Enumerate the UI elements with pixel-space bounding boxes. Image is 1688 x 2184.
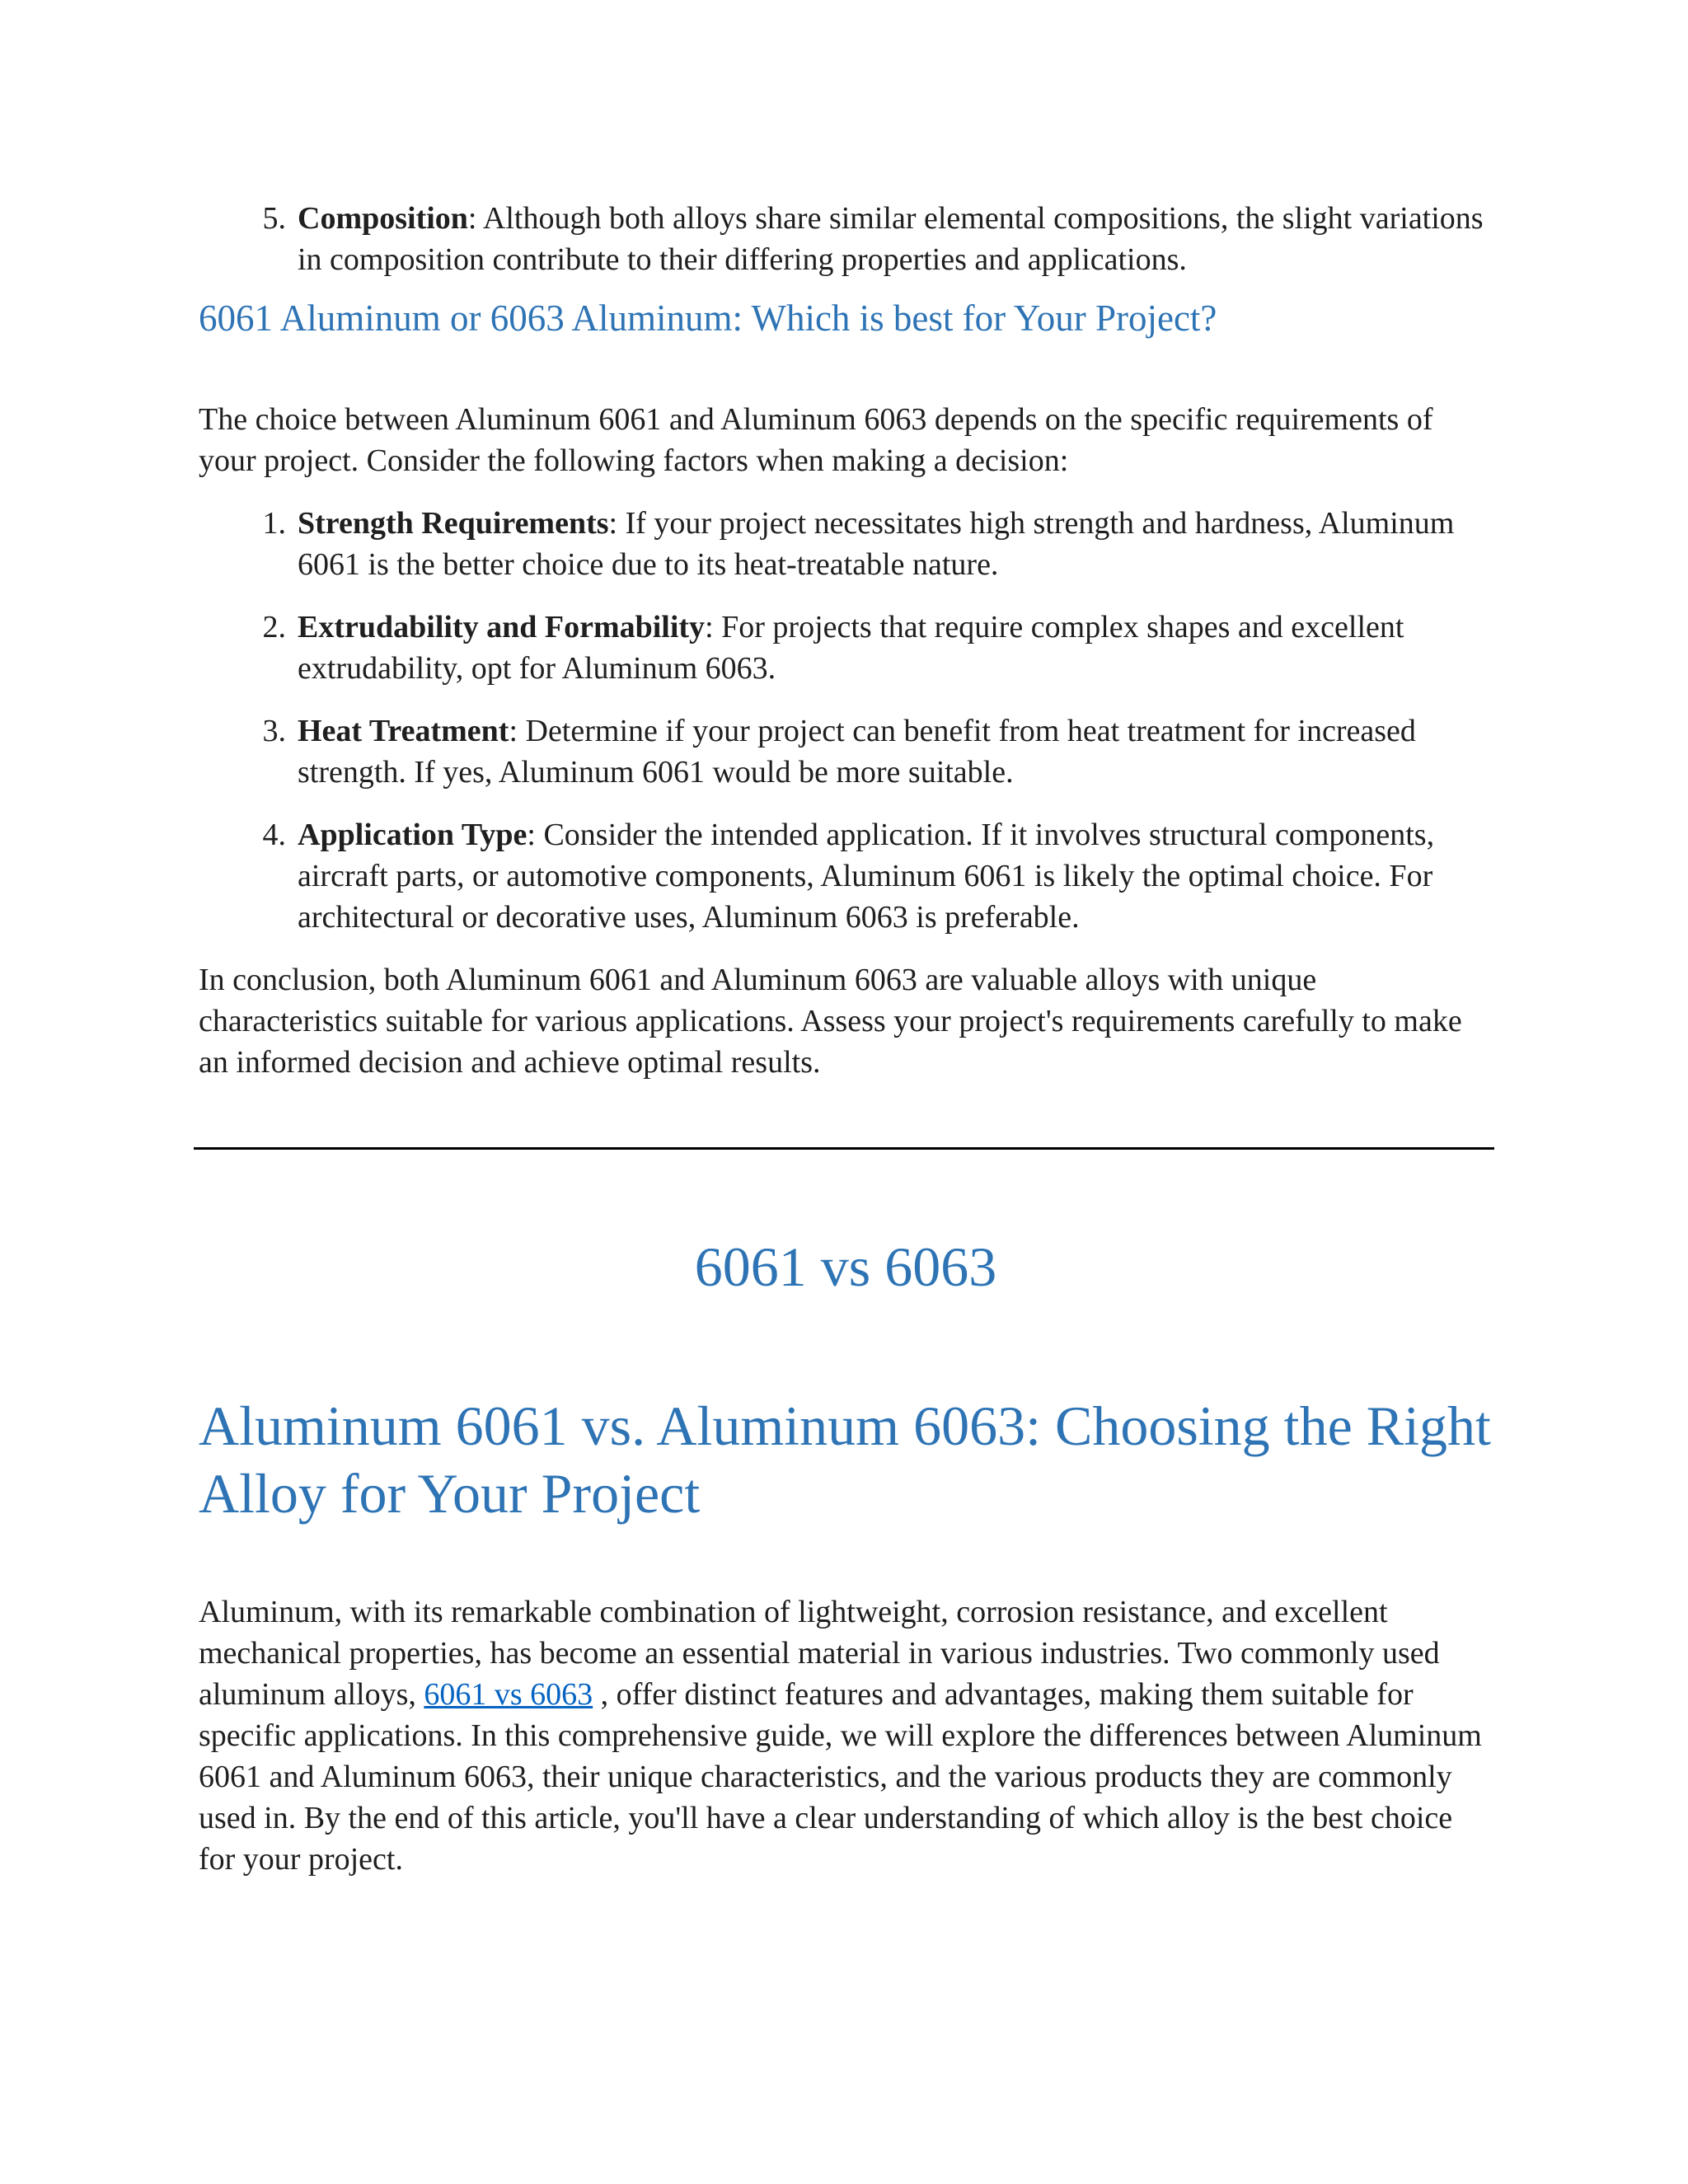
conclusion-paragraph: In conclusion, both Aluminum 6061 and Aluminum 6063 are valuable alloys with unique characteristics suitable for various applications. Assess your project's requirements carefully to make an informed decision and achieve optimal results. [199, 963, 1462, 1080]
article-intro-paragraph [199, 1591, 1493, 1880]
composition-list [199, 198, 1493, 280]
list-item-extrudability [199, 607, 1493, 689]
document-page [199, 190, 1493, 1880]
list-item-heat-treatment [199, 710, 1493, 793]
list-item-strength [199, 503, 1493, 585]
list-text: : Determine if your project can benefit from heat treatment for increased strength. If yes, Aluminum 6061 would be more suitable. [298, 714, 1416, 790]
list-number: 2. [262, 610, 286, 644]
comparison-link[interactable]: 6061 vs 6063 [424, 1677, 593, 1712]
factors-list [199, 503, 1493, 938]
list-text: : For projects that require complex shapes and excellent extrudability, opt for Aluminum 6063. [298, 610, 1404, 686]
list-term: Strength Requirements [298, 506, 609, 541]
page-title: 6061 vs 6063 [694, 1235, 997, 1298]
list-term: Composition [298, 201, 468, 236]
paragraph-text-before-link: Aluminum, with its remarkable combination of lightweight, corrosion resistance, and excellent mechanical properties, has become an essential material in various industries. Two commonly used aluminum alloys, [199, 1595, 1440, 1712]
list-term: Application Type [298, 818, 528, 852]
list-number: 5. [262, 201, 286, 236]
list-number: 3. [262, 714, 286, 748]
list-text: : Consider the intended application. If it involves structural components, aircraft parts, or automotive components, Aluminum 6061 is likely the optimal choice. For architectural or decorative uses, Aluminum 6063 is preferable. [298, 818, 1435, 935]
list-number: 1. [262, 506, 286, 541]
paragraph-text-after-link: , offer distinct features and advantages, making them suitable for specific applications. In this comprehensive guide, we will explore the differences between Aluminum 6061 and Aluminum 6063, their unique characteristics, and the various products they are commonly used in. By the end of this article, you'll have a clear understanding of which alloy is the best choice for your project. [199, 1677, 1482, 1877]
list-number: 4. [262, 818, 286, 852]
list-item-composition [199, 198, 1493, 280]
section-heading: 6061 Aluminum or 6063 Aluminum: Which is best for Your Project? [199, 298, 1217, 339]
list-text: : Although both alloys share similar elemental compositions, the slight variations in composition contribute to their differing properties and applications. [298, 201, 1484, 277]
article-heading: Aluminum 6061 vs. Aluminum 6063: Choosing the Right Alloy for Your Project [199, 1394, 1491, 1525]
list-text: : If your project necessitates high strength and hardness, Aluminum 6061 is the better choice due to its heat-treatable nature. [298, 506, 1455, 582]
list-term: Heat Treatment [298, 714, 509, 748]
section-intro: The choice between Aluminum 6061 and Aluminum 6063 depends on the specific requirements of your project. Consider the following factors when making a decision: [199, 402, 1433, 478]
list-item-application-type [199, 814, 1493, 938]
list-term: Extrudability and Formability [298, 610, 706, 644]
horizontal-divider [194, 1147, 1494, 1150]
